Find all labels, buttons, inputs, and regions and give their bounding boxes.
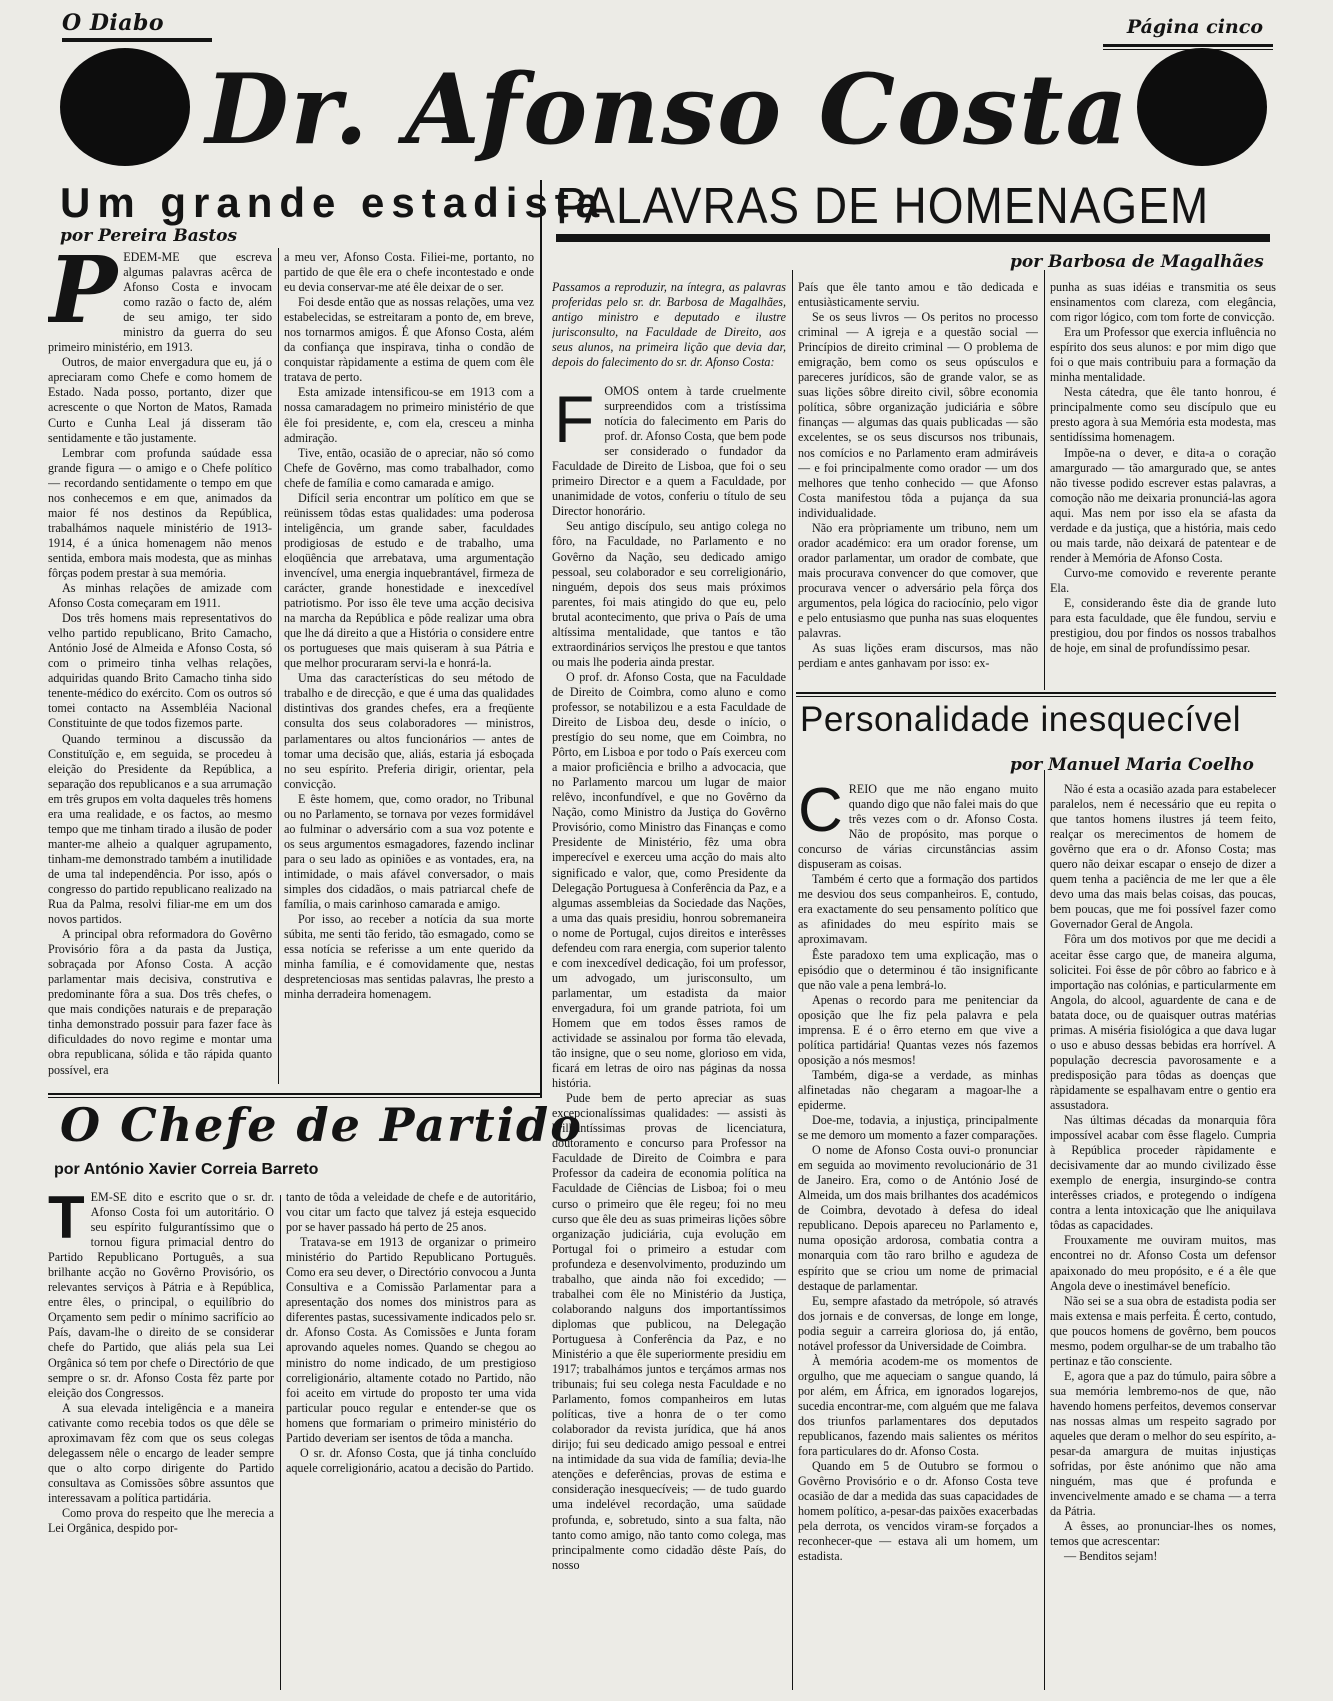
article1-paragraph: Quando terminou a discussão da Constituïção e, em seguida, se procedeu à eleição do Presidente da República, a separação dos republicanos e a sua arrumação em três grupos em volta daqueles três homens era uma realidade, e os factos, ao mesmo tempo que me tinham tirado a ilusão de poder manter-me alheio a qualquer agrupamento, tinham-me demonstrado também a inutilidade de uma tal independência. Por isso, após o congresso do partido republicano realizado na Rua da Palma, resolvi filiar-me em um dos novos partidos.	[48, 731, 272, 927]
article3-title: Personalidade inesquecível	[800, 700, 1242, 739]
article2-paragraph: punha as suas idéias e transmitia os seus ensinamentos com clareza, com elegância, com rigor lógico, com tom forte de convicção.	[1050, 280, 1276, 325]
article1-title: Um grande estadista	[60, 179, 607, 226]
article3-paragraph: O nome de Afonso Costa ouvi-o pronunciar em seguida ao movimento revolucionário de 31 de Janeiro. Era, como o de António José de Almeida, um dos mais brilhantes dos académicos de Coimbra, devotado à defesa do ideal republicano. Depois apareceu no Parlamento e, numa oposição ardorosa, combatia contra a monarquia com tão raro brilho e agudeza de espírito que se criou um nome de primacial destaque de parlamentar.	[798, 1143, 1038, 1293]
article3-paragraph: Quando em 5 de Outubro se formou o Govêrno Provisório e o dr. Afonso Costa teve ocasião de dar a medida das suas capacidades de homem político, a-pesar-das paixões exacerbadas pela derrota, os vencidos viram-se forçados a reconhecer-que — estava ali um homem, um estadista.	[798, 1459, 1038, 1564]
article1-paragraph: Lembrar com profunda saúdade essa grande figura — o amigo e o Chefe político — recordando sentidamente o tempo em que nos conhecemos e em que, animados da maior fé nos destinos da República, trabalhámos naquele ministério de 1913-1914, é a única homenagem não menos sentida, embora mais modesta, que as minhas fôrças podem prestar à sua memória.	[48, 445, 272, 580]
article1-paragraph: Difícil seria encontrar um político em que se reünissem tôdas estas qualidades: uma poderosa inteligência, um grande saber, faculdades prodigiosas de estudo e de trabalho, uma eloqüência que arrebatava, uma argumentação invencível, uma energia inquebrantável, firmeza de carácter, grande honestidade e inexcedível patriotismo. Por isso êle teve uma acção decisiva na marcha da República e pôde realizar uma obra que lhe dá direito a que a História o considere entre os portugueses que mais quiseram à sua Pátria e que melhor procuraram servi-la e honrá-la.	[284, 490, 534, 671]
article4-paragraph: O sr. dr. Afonso Costa, que já tinha concluído aquele correligionário, acatou a decisão do Partido.	[286, 1445, 536, 1475]
article3-paragraph: E, agora que a paz do túmulo, paira sôbre a sua memória lembremo-nos de que, não havendo homens perfeitos, devemos conservar nas nossas almas um respeito sagrado por aqueles que deram o melhor do seu espírito, a-pesar-da amargura de muitas injustiças sofridas, por êste anónimo que não ama ninguém, mas que é profunda e invencivelmente amado e se chama — a terra da Pátria.	[1050, 1368, 1276, 1519]
article1-byline: por Pereira Bastos	[60, 226, 238, 246]
article1-dropcap: P	[48, 250, 118, 344]
article1-paragraph: As minhas relações de amizade com Afonso Costa começaram em 1911.	[48, 581, 272, 611]
article2-paragraph: País que êle tanto amou e tão dedicada e entusiàsticamente serviu.	[798, 280, 1038, 310]
article3-paragraph: Nas últimas décadas da monarquia fôra impossível acabar com êsse flagelo. Cumpria à República proceder ràpidamente e decisivamente dar ao mundo civilizado êsse exemplo de energia, insurgindo-se contra interêsses criados, e protegendo o indígena contra a lenta intoxicação que lhe aniquilava tôdas as capacidades.	[1050, 1113, 1276, 1233]
article2-paragraph: Impõe-na o dever, e dita-a o coração amargurado — tão amargurado que, se antes não tivesse podido escrever estas palavras, a comoção não me deixaria pronunciá-las agora aqui. Mas nem por isso ela se afasta da verdade e da justiça, que a história, mais cedo ou mais tarde, não deixará de patentear e de render à Memória de Afonso Costa.	[1050, 445, 1276, 565]
article2-title: PALAVRAS DE HOMENAGEM	[556, 176, 1210, 234]
column-rule-article3	[1044, 770, 1045, 1690]
article2-column-1	[552, 280, 786, 1690]
column-rule-main	[540, 180, 542, 1098]
article2-paragraph: Se os seus livros — Os peritos no processo criminal — A igreja e a questão social — Princípios de direito criminal — O problema de emigração, bem como os seus opúsculos e pareceres jurídicos, são de grande valor, se as suas lições sôbre direito civil, sôbre economia política, sôbre organização judiciária e sôbre finanças — algumas das quais publicadas — são excelentes, se os seus discursos nos tribunais, nos comícios e no Parlamento eram admiráveis — e foi principalmente como orador — um dos melhores que tenho conhecido — que Afonso Costa manifestou tôda a pujança da sua individualidade.	[798, 310, 1038, 520]
running-head	[62, 10, 1273, 40]
article1-paragraph: Esta amizade intensificou-se em 1913 com a nossa camaradagem no primeiro ministério de que êle foi presidente, e, com ela, cresceu a minha admiração.	[284, 385, 534, 445]
article4-column-2	[286, 1190, 536, 1690]
article3-paragraph: Eu, sempre afastado da metrópole, só através dos jornais e de conversas, de longe em longe, podia seguir a carreira gloriosa do, já então, notável professor da Universidade de Coimbra.	[798, 1293, 1038, 1353]
article2-paragraph: E, considerando êste dia de grande luto para esta faculdade, que êle fundou, serviu e prestigiou, dou por findos os nossos trabalhos de hoje, em sinal de profundíssimo pesar.	[1050, 595, 1276, 656]
article3-dropcap: C	[798, 782, 843, 845]
article2-paragraph: Era um Professor que exercia influência no espírito dos seus alunos: e por mim digo que foi o que mais contribuiu para a formação da minha mentalidade.	[1050, 325, 1276, 385]
article4-paragraph: tanto de tôda a veleidade de chefe e de autoritário, vou citar um facto que talvez já esteja esquecido por se haver passado há perto de 25 anos.	[286, 1190, 536, 1235]
article1-paragraph: Tive, então, ocasião de o apreciar, não só como Chefe de Govêrno, mas como trabalhador, como chefe de família e como camarada e amigo.	[284, 445, 534, 490]
article3-paragraph: À memória acodem-me os momentos de orgulho, que me aqueciam o sangue quando, lá por além, em África, em ignorados logarejos, sucedia encontrar-me, com alguém que me falava dos triunfos parlamentares dos deputados republicanos, fazendo mais salientes os méritos fora particulares do dr. Afonso Costa.	[798, 1353, 1038, 1459]
article4-paragraph: Tratava-se em 1913 de organizar o primeiro ministério do Partido Republicano Português. Como era seu dever, o Directório convocou a Junta Consultiva e a Comissão Parlamentar para a apresentação dos nomes dos ministros para as diferentes pastas, sucessivamente indicados pelo sr. dr. Afonso Costa. As Comissões e Junta foram aprovando aqueles nomes. Quando se chegou ao ministro do nome indicado, de um prestigioso correligionário, altamente cotado no Partido, não foi aceito em virtude do proposto ter uma vida particular pouco regular e entender-se que os homens que formariam o primeiro ministério do Partido deveriam ser isentos de tôda a mancha.	[286, 1235, 536, 1445]
article3-paragraph: — Benditos sejam!	[1064, 1549, 1158, 1564]
article3-paragraph: Frouxamente me ouviram muitos, mas encontrei no dr. Afonso Costa um defensor apaixonado do meu propósito, e é a êle que Angola deve o inestimável benefício.	[1050, 1233, 1276, 1293]
article4-dropcap: T	[48, 1190, 85, 1251]
article3-column-2	[1050, 782, 1276, 1690]
article3-paragraph: REIO que me não engano muito quando digo que não falei mais do que três vezes com o dr. Afonso Costa. Não de propósito, mas porque o concurso de várias circunstâncias assim dispuseram as coisas.	[798, 782, 1038, 872]
article4-paragraph: EM-SE dito e escrito que o sr. dr. Afonso Costa foi um autoritário. O seu espírito fulgurantíssimo que o tornou figura primacial dentro do Partido Republicano Português, a sua brilhante acção no Govêrno Provisório, os relevantes serviços à Pátria e à República, entre êles, o principal, o equilíbrio do Orçamento sem pedir o mínimo sacrifício ao País, davam-lhe o direito de se considerar chefe do Partido, que aliás pela sua Lei Orgânica só tem por chefe o Directório de que sempre o sr. dr. Afonso Costa fêz parte por eleição dos Congressos.	[48, 1190, 274, 1400]
column-rule-article1	[278, 248, 279, 1084]
article3-paragraph: Também, diga-se a verdade, as minhas alfinetadas não chegaram a magoar-lhe a epiderme.	[798, 1067, 1038, 1112]
article1-paragraph: Por isso, ao receber a notícia da sua morte súbita, me senti tão ferido, tão esmagado, como se essa notícia se referisse a um ente querido da minha família, e é comovidamente que, nestas despretenciosas mas sentidas palavras, lhe presto a minha derradeira homenagem.	[284, 912, 534, 1002]
article4-byline: por António Xavier Correia Barreto	[54, 1161, 319, 1178]
article2-dropcap: F	[554, 382, 595, 456]
article3-paragraph: Doe-me, todavia, a injustiça, principalmente se me demoro um momento a fazer comparações.	[798, 1113, 1038, 1143]
article4-paragraph: Como prova do respeito que lhe merecia a Lei Orgânica, despido por-	[48, 1505, 274, 1536]
column-rule-article2-b	[1044, 270, 1045, 690]
article1-paragraph: Foi desde então que as nossas relações, uma vez estabelecidas, se estreitaram a ponto de, em breve, nos tornarmos amigos. É que Afonso Costa, além da confiança que inspirava, tinha o condão de conquistar ràpidamente a estima de quem com êle tratava de perto.	[284, 295, 534, 385]
article3-paragraph: Não é esta a ocasião azada para estabelecer paralelos, nem é necessário que eu repita o que tantos homens ilustres já teem feito, realçar os merecimentos de homem de govêrno que era o dr. Afonso Costa; mas quero não deixar escapar o ensejo de dizer a quem tenha a paciência de me ler que a êle devo uma das mais belas coisas, das poucas, bem poucas, que me foi possível fazer como Governador Geral de Angola.	[1050, 782, 1276, 932]
article3-column-1	[798, 782, 1038, 1690]
article1-paragraph: a meu ver, Afonso Costa. Filiei-me, portanto, no partido de que êle era o chefe incontestado e onde eu devia conservar-me até êle deixar de o ser.	[284, 250, 534, 295]
article1-column-1	[48, 250, 272, 1088]
mourning-dot-right	[1137, 48, 1267, 166]
article2-paragraph: Não era pròpriamente um tribuno, nem um orador académico: era um orador forense, um orador parlamentar, um orador de combate, que mais procurava convencer do que comover, que procurava vencer o adversário pela fôrça dos argumentos, pela lógica do raciocínio, pelo vigor e pelo entusiasmo que punha nas suas eloquentes palavras.	[798, 520, 1038, 641]
article1-paragraph: Dos três homens mais representativos do velho partido republicano, Brito Camacho, António José de Almeida e Afonso Costa, só com o primeiro tinha velhas relações, adquiridas quando Brito Camacho tinha sido tenente-médico do exército. Com os outros só tomei contacto na Assembléia Nacional Constituinte de que todos fizemos parte.	[48, 611, 272, 731]
article2-intro: Passamos a reproduzir, na íntegra, as palavras proferidas pelo sr. dr. Barbosa de Magalhães, antigo ministro e deputado e ilustre jurisconsulto, na Faculdade de Direito, aos seus alunos, na primeira lição que devia dar, depois do falecimento do sr. dr. Afonso Costa:	[552, 280, 786, 369]
page-number: Página cinco	[1126, 16, 1263, 38]
article1-paragraph: EDEM-ME que escreva algumas palavras acêrca de Afonso Costa e invocam como razão o facto de, além de seu amigo, ter sido ministro da guerra do seu primeiro ministério, em 1913.	[48, 250, 272, 355]
article2-paragraph: Nesta cátedra, que êle tanto honrou, é principalmente como seu discípulo que eu presto agora à sua Memória esta modesta, mas sentidíssima homenagem.	[1050, 385, 1276, 445]
article3-paragraph: Apenas o recordo para me penitenciar da oposição que lhe fiz pela palavra e pela imprensa. E é o êrro eterno em que vive a política partidária! Quantas vezes nós fazemos oposição a nós mesmos!	[798, 992, 1038, 1067]
article1-column-2	[284, 250, 534, 1088]
mourning-dot-left	[60, 48, 190, 166]
article1-paragraph: A principal obra reformadora do Govêrno Provisório fôra a da pasta da Justiça, sobraçada por Afonso Costa. A acção parlamentar mais decisiva, construtiva e predominante fôra a sua. Dos três chefes, o que mais condições naturais e de preparação tinha demonstrado possuir para fazer face às dificuldades do novo regime e montar uma obra republicana, sólida e tão rápida quanto possível, era	[48, 927, 272, 1077]
article1-paragraph: Outros, de maior envergadura que eu, já o apreciaram como Chefe e como homem de Estado. Nada posso, portanto, dizer que acrescente o que Norton de Matos, Ramada Curto e Cunha Leal já disseram tão sentidamente e tão justamente.	[48, 355, 272, 445]
article3-paragraph: Fôra um dos motivos por que me decidi a aceitar êsse cargo que, de maneira alguma, solicitei. Foi êsse de pôr côbro ao fabrico e à importação nas colónias, e particularmente em Angola, do alcool, aguardente de cana e de batata doce, ou de quaisquer outras matérias primas. A miséria fisiológica a que dava lugar o uso e abuso dessas bebidas era horrível. A população decrescia pavorosamente e a predisposição para tôdas as doenças que ràpidamente se espalhavam entre o gentio era assustadora.	[1050, 932, 1276, 1112]
article3-paragraph: Também é certo que a formação dos partidos me desviou dos seus companheiros. E, contudo, era exactamente do seu pensamento político que as afinidades do meu espírito mais se aproximavam.	[798, 872, 1038, 947]
section-divider-right	[796, 692, 1276, 694]
article4-paragraph: A sua elevada inteligência e a maneira cativante como recebia todos os que dêle se aproximavam fêz com que os seus colegas delegassem nêle o encargo de leader sempre que o alto corpo dirigente do Partido consultava as Comissões sôbre assuntos que interessavam a política partidária.	[48, 1400, 274, 1505]
column-rule-article4	[280, 1195, 281, 1690]
paper-name-rule	[62, 38, 212, 42]
column-rule-article2-a	[792, 270, 793, 1690]
main-headline: Dr. Afonso Costa	[205, 53, 1130, 166]
article2-paragraph: Seu antigo discípulo, seu antigo colega no fôro, na Faculdade, no Parlamento e no Govêrno da Nação, seu dedicado amigo pessoal, seu colaborador e seu correligionário, ninguém, depois dos seus mais próximos parentes, foi mais atingido do que eu, pelo brutal acontecimento, que priva o País de uma altíssima mentalidade, que tantos e tão extraordinários serviços lhe prestou e que tantos ou mais lhe poderia ainda prestar.	[552, 519, 786, 669]
section-divider-left	[48, 1093, 542, 1095]
article2-column-3	[1050, 280, 1276, 685]
section-divider-right-thin	[796, 696, 1276, 697]
article4-column-1	[48, 1190, 274, 1690]
article3-paragraph: Êste paradoxo tem uma explicação, mas o episódio que o determinou é tão insignificante que não vale a pena lembrá-lo.	[798, 947, 1038, 992]
article3-byline: por Manuel Maria Coelho	[1010, 755, 1254, 775]
paper-name: O Diabo	[62, 10, 165, 36]
article3-paragraph: A êsses, ao pronunciar-lhes os nomes, temos que acrescentar:	[1050, 1519, 1276, 1549]
article2-paragraph: OMOS ontem à tarde cruelmente surpreendidos com a tristíssima notícia do falecimento em Paris do prof. dr. Afonso Costa, que bem pode ser considerado o fundador da Faculdade de Direito de Lisboa, que foi o seu primeiro Director e a quem a Faculdade, por unanimidade de votos, conferiu o título de seu Director honorário.	[552, 384, 786, 519]
title-underline-article2	[556, 234, 1270, 242]
article4-title: O Chefe de Partido	[60, 1098, 583, 1152]
article2-paragraph: As suas lições eram discursos, mas não perdiam e antes ganhavam por isso: ex-	[798, 641, 1038, 671]
article2-paragraph: Pude bem de perto apreciar as suas excepcionalíssimas qualidades: — assisti às brilhantíssimas provas de licenciatura, doutoramento e concurso para Professor na Faculdade de Direito de Coimbra e para Professor da cadeira de economia política na Faculdade de Ciências de Lisboa; foi o meu curso o primeiro que êle regeu; foi no meu curso que êle deu as suas primeiras lições sôbre organização judiciária, cuja evolução em Portugal foi o primeiro a estudar com profundeza e desenvolvimento, produzindo um trabalho, que ainda não foi excedido; — trabalhei com êle no Ministério da Justiça, colaborando nalguns dos importantíssimos diplomas que publicou, na Delegação Portuguesa à Conferência da Paz, e no Ministério a que êle superiormente presidiu em 1917; trabalhámos juntos e terçámos armas nos tribunais; fui seu colega nesta Faculdade e no Parlamento, fomos companheiros em lutas políticas, tive a honra de o ter como colaborador da revista jurídica, que há anos dirijo; fui seu dedicado amigo pessoal e entrei na intimidade da sua vida de família; devia-lhe atenções e deferências, provas de estima e consideração inesquecíveis; — de tudo guardo uma indelével recordação, uma saüdade profunda, e, sobretudo, sinto a sua falta, não tanto como amigo, não tanto como colega, mas principalmente como cidadão dêste País, do nosso	[552, 1091, 786, 1572]
article2-paragraph: Curvo-me comovido e reverente perante Ela.	[1050, 565, 1276, 595]
article3-paragraph: Não sei se a sua obra de estadista podia ser mais extensa e mais perfeita. É certo, contudo, que poucos homens de govêrno, bem poucos mesmo, podem orgulhar-se de um trabalho tão pertinaz e tão consciente.	[1050, 1293, 1276, 1368]
article2-column-2	[798, 280, 1038, 685]
article2-paragraph: O prof. dr. Afonso Costa, que na Faculdade de Direito de Coimbra, como aluno e como professor, se notabilizou e a esta Faculdade de Direito de Lisboa deu, desde o início, o prestígio do seu nome, que em Coimbra, no Pôrto, em Lisboa e por todo o País exerceu com a maior proficiência e brilho a advocacia, que no Parlamento marcou um lugar de maior relêvo, inconfundível, e que no Govêrno da Nação, como Ministro da Justiça do Govêrno Provisório, como Ministro das Finanças e como Presidente de Ministério, fêz uma obra imperecível e exerceu uma acção do mais alto significado e valor, que, como Presidente da Delegação Portuguesa à Conferência da Paz, e a algumas assembleias da Sociedade das Nações, a uma das quais presidiu, honrou sobremaneira o nome de Portugal, cujos direitos e interêsses defendeu com rara energia, com superior talento e com inexcedível dedicação, foi um professor, um advogado, um jurisconsulto, um parlamentar, um estadista da maior envergadura, foi um grande patriota, foi um Homem que em todos êsses ramos de actividade se assinalou por forma tão elevada, tão insigne, que o seu nome, glorioso em vida, ficará em letras de oiro nas páginas da nossa história.	[552, 669, 786, 1091]
article2-byline: por Barbosa de Magalhães	[1010, 252, 1264, 272]
article1-paragraph: Uma das características do seu método de trabalho e de direcção, e que é uma das qualidades distintivas dos grandes chefes, era a freqüente consulta dos seus colaboradores — ministros, parlamentares ou altos funcionários — antes de tomar uma decisão que, aliás, estaria já esboçada no seu espírito. Preferia dirigir, orientar, pela convicção.	[284, 671, 534, 791]
article1-paragraph: E êste homem, que, como orador, no Tribunal ou no Parlamento, se tornava por vezes formidável ao fulminar o adversário com a sua voz potente e os seus argumentos esmagadores, fazendo inclinar para o seu lado as opiniões e as vontades, era, na intimidade, o mais afável conversador, o mais simples dos cidadãos, o mais patriarcal chefe de família, o mais carinhoso camarada e amigo.	[284, 791, 534, 912]
